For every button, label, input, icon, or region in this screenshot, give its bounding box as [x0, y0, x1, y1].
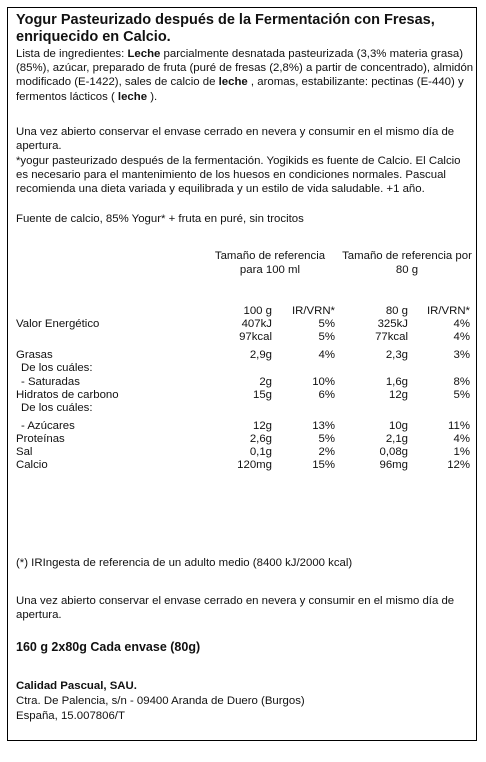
value-100g: 2,9g [249, 349, 272, 361]
nutrient-label: Calcio [16, 459, 48, 471]
percent-80g: 8% [453, 376, 470, 388]
value-100g: 97kcal [239, 331, 272, 343]
value-80g: 1,6g [385, 376, 408, 388]
value-100g: 120mg [237, 459, 272, 471]
nutrition-label [7, 7, 477, 741]
nutrient-label: Grasas [16, 349, 53, 361]
col-header-80g: 80 g [385, 305, 408, 317]
nutrient-label: - Azúcares [21, 420, 75, 432]
nutrient-label: - Saturadas [21, 376, 80, 388]
table-row [8, 420, 478, 433]
value-100g: 15g [252, 389, 272, 401]
nutrient-label: Hidratos de carbono [16, 389, 119, 401]
product-info: *yogur pasteurizado después de la fermentación. Yogikids es fuente de Calcio. El Calcio es necesario para el mantenimiento de los huesos en condiciones normales. Pascual recomienda una dieta variada y equilibrada y un estilo de vida saludable. +1 año. [16, 155, 461, 196]
allergen-text: leche [218, 76, 248, 89]
value-80g: 12g [388, 389, 408, 401]
value-100g: 0,1g [249, 446, 272, 458]
company-name: Calidad Pascual, SAU. [16, 680, 137, 692]
percent-80g: 4% [453, 433, 470, 445]
value-80g: 2,1g [385, 433, 408, 445]
percent-100g: 13% [312, 420, 335, 432]
table-row [8, 318, 478, 331]
percent-100g: 15% [312, 459, 335, 471]
package-info: 160 g 2x80g Cada envase (80g) [16, 640, 201, 654]
col-header-irvrn: IR/VRN* [291, 305, 335, 317]
ingredients-text: Lista de ingredientes: [16, 48, 128, 60]
company-address: Ctra. De Palencia, s/n - 09400 Aranda de Duero (Burgos) [16, 695, 305, 707]
percent-80g: 4% [453, 331, 470, 343]
table-row [8, 446, 478, 459]
value-80g: 2,3g [385, 349, 408, 361]
company-country: España, 15.007806/T [16, 710, 125, 722]
percent-100g: 10% [312, 376, 335, 388]
ingredients-list [16, 47, 474, 104]
ref-header-100ml: Tamaño de referencia para 100 ml [214, 250, 326, 276]
table-row [8, 349, 478, 362]
percent-80g: 1% [453, 446, 470, 458]
nutrient-label: Proteínas [16, 433, 65, 445]
percent-100g: 2% [318, 446, 335, 458]
nutrient-label: Sal [16, 446, 33, 458]
ref-header-80g: Tamaño de referencia por 80 g [342, 250, 472, 276]
col-header-irvrn: IR/VRN* [426, 305, 470, 317]
storage-instructions: Una vez abierto conservar el envase cerrado en nevera y consumir en el mismo día de apertura. [16, 126, 455, 153]
nutrient-label: Valor Energético [16, 318, 100, 330]
nutrient-label: De los cuáles: [21, 362, 93, 374]
percent-80g: 11% [448, 420, 470, 432]
percent-100g: 5% [318, 433, 335, 445]
nutrient-label: De los cuáles: [21, 402, 93, 414]
value-80g: 325kJ [377, 318, 408, 330]
calcium-source: Fuente de calcio, 85% Yogur* + fruta en puré, sin trocitos [16, 213, 304, 225]
percent-80g: 4% [453, 318, 470, 330]
percent-100g: 5% [318, 318, 335, 330]
ingredients-text: ). [147, 90, 158, 103]
reference-footnote: (*) IRIngesta de referencia de un adulto medio (8400 kJ/2000 kcal) [16, 557, 353, 569]
value-100g: 407kJ [241, 318, 272, 330]
col-header-100g: 100 g [243, 305, 272, 317]
allergen-text: leche [117, 90, 148, 103]
ingredients-text: , aromas, estabilizante: pectinas (E-440) y fermentos lácticos ( [16, 76, 464, 103]
ingredients-text: parcialmente desnatada pasteurizada (3,3% materia grasa) (85%), azúcar, preparado de fruta (puré de fresas (2,8%) a partir de concentrado), almidón modificado (E-1422), sales de calcio de [16, 48, 474, 89]
value-100g: 12g [252, 420, 272, 432]
storage-instructions: Una vez abierto conservar el envase cerrado en nevera y consumir en el mismo día de apertura. [16, 595, 455, 622]
value-80g: 0,08g [379, 446, 408, 458]
percent-100g: 5% [318, 331, 335, 343]
table-row [8, 389, 478, 402]
table-row [8, 433, 478, 446]
value-80g: 77kcal [375, 331, 408, 343]
value-100g: 2,6g [249, 433, 272, 445]
allergen-text: Leche [127, 48, 161, 60]
percent-80g: 5% [453, 389, 470, 401]
percent-100g: 4% [318, 349, 335, 361]
percent-80g: 12% [447, 459, 470, 471]
product-title: Yogur Pasteurizado después de la Fermentación con Fresas, enriquecido en Calcio. [16, 12, 435, 45]
table-row [8, 331, 478, 344]
table-row [8, 402, 478, 415]
table-row [8, 362, 478, 375]
value-100g: 2g [259, 376, 272, 388]
table-row [8, 376, 478, 389]
value-80g: 10g [388, 420, 408, 432]
percent-100g: 6% [318, 389, 335, 401]
table-row [8, 459, 478, 472]
percent-80g: 3% [453, 349, 470, 361]
table-header-row [8, 305, 478, 318]
value-80g: 96mg [379, 459, 408, 471]
